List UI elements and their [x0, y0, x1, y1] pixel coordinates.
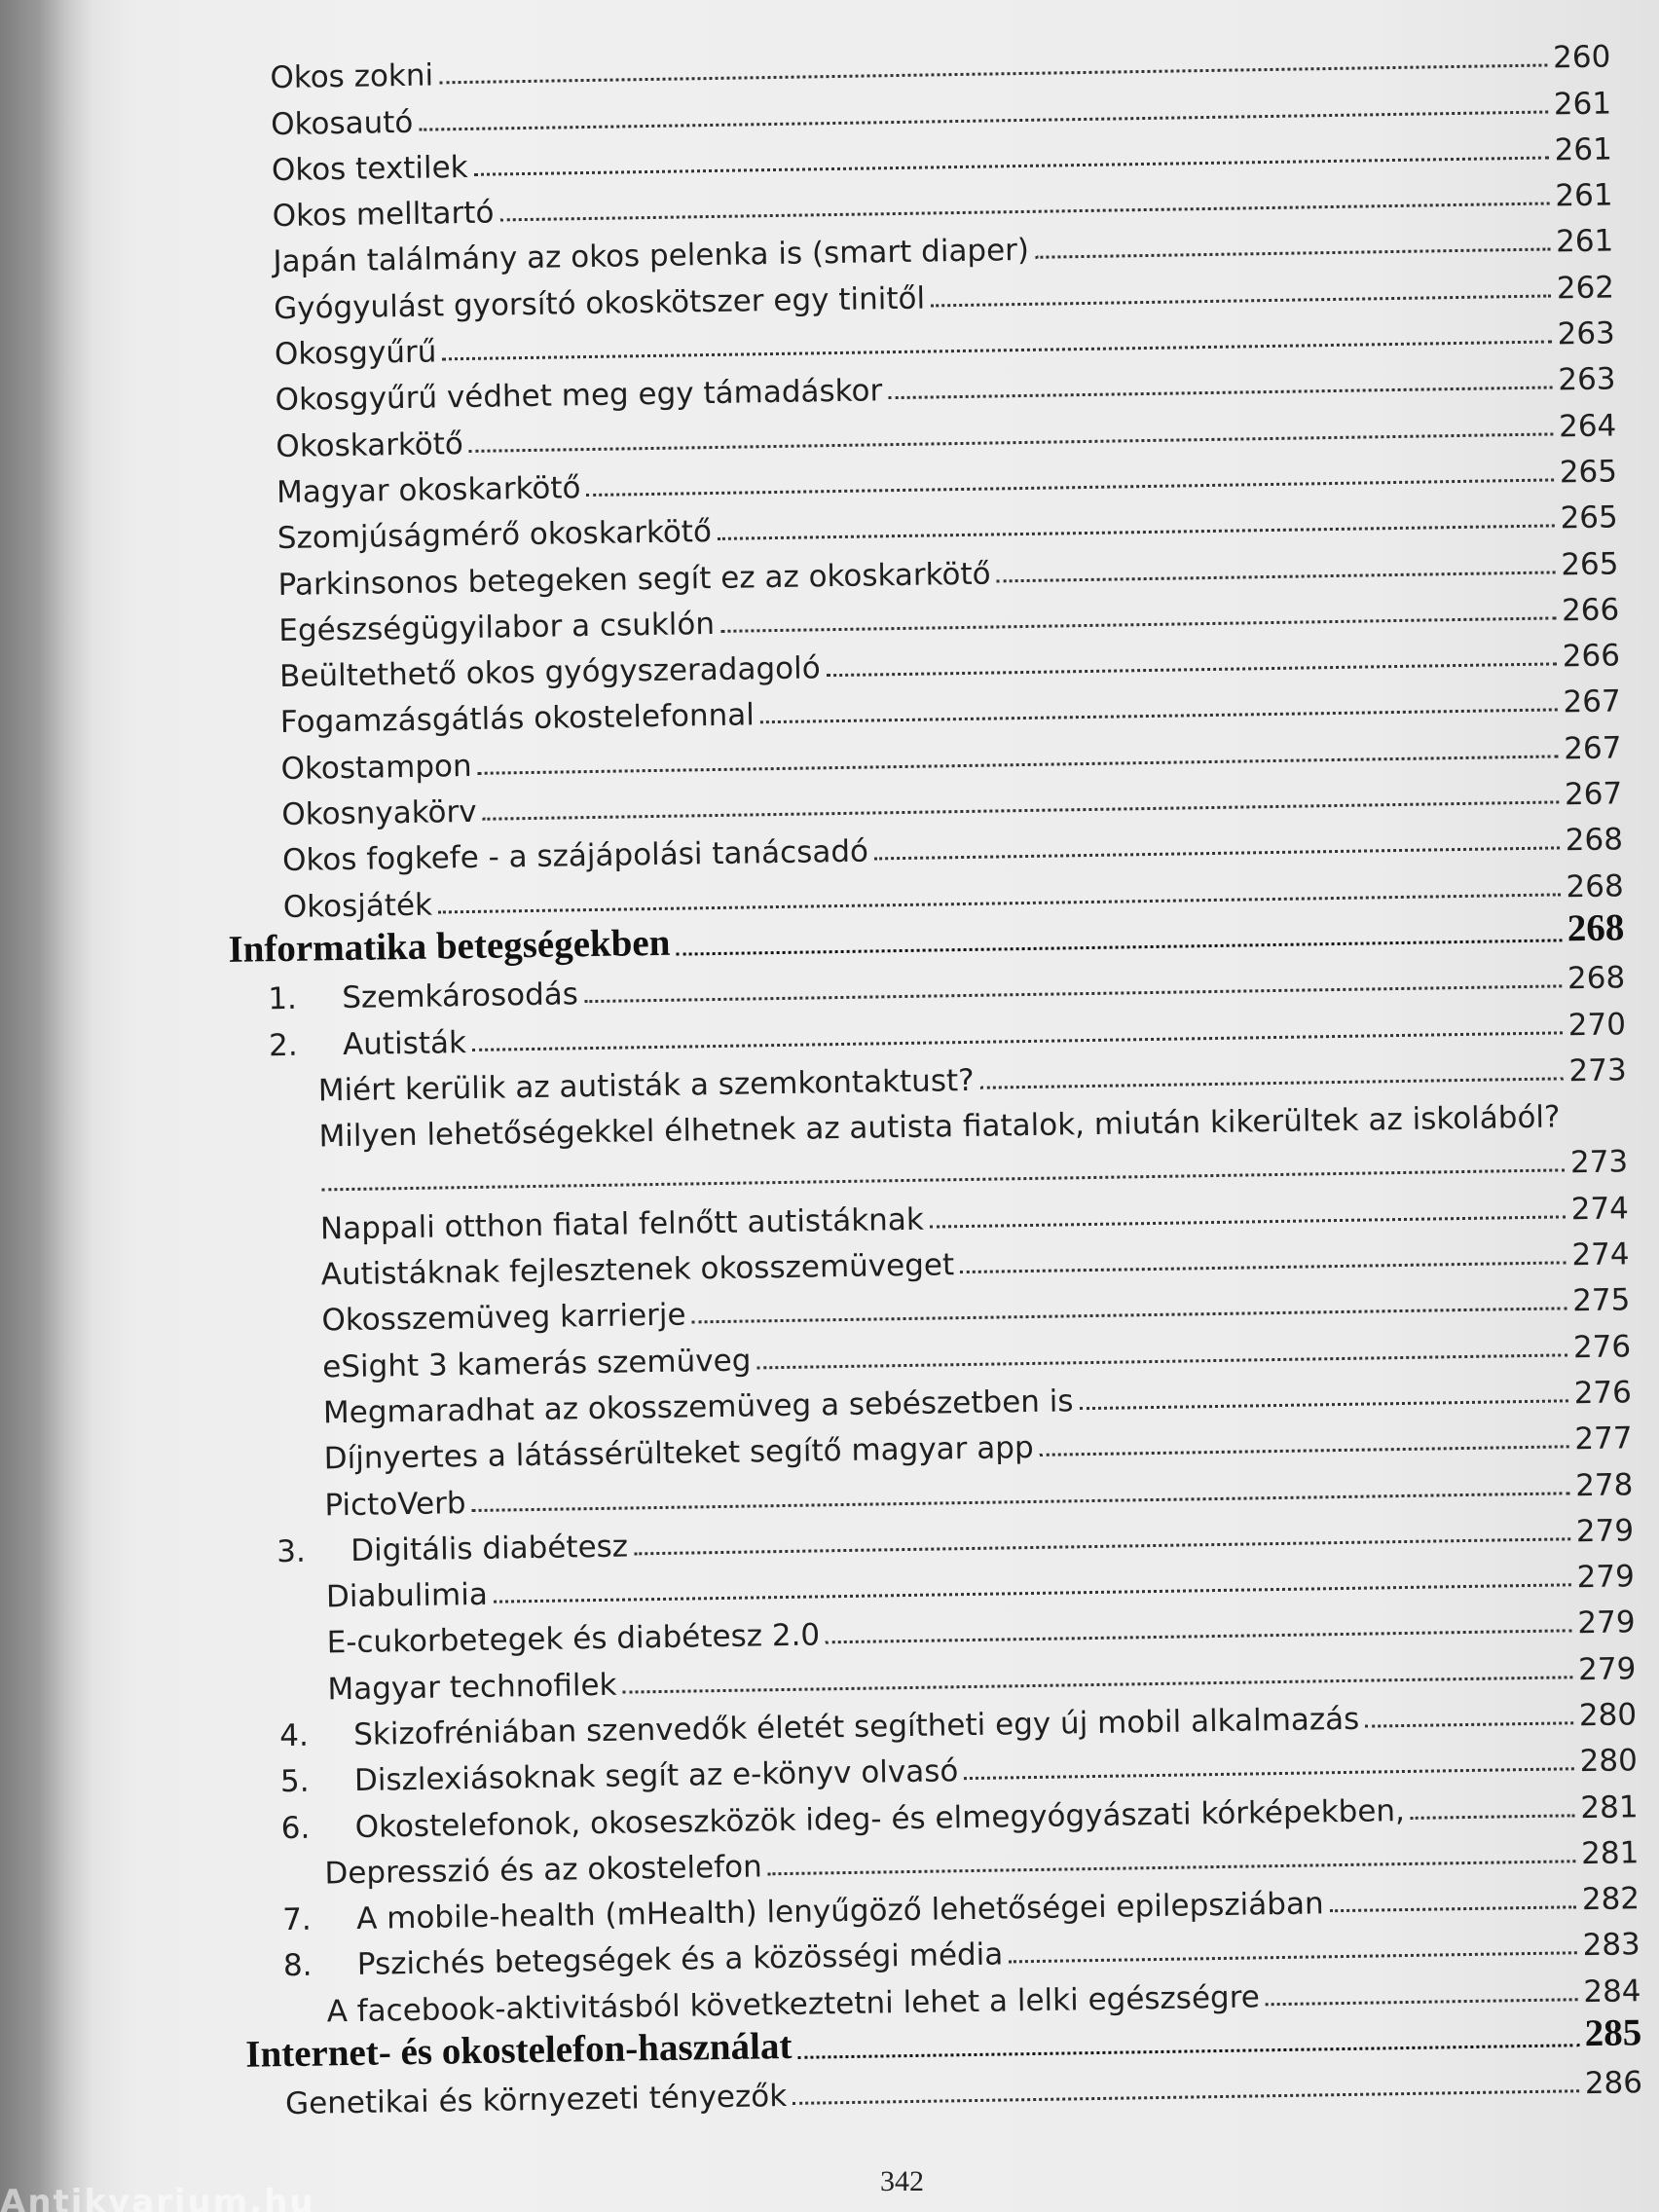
toc-entry-number: 6.: [280, 1810, 311, 1846]
toc-entry-title: Digitális diabétesz: [350, 1529, 629, 1568]
toc-entry-title: Japán találmány az okos pelenka is (smart diaper): [273, 233, 1030, 280]
toc-entry-title: Genetikai és környezeti tényezők: [284, 2079, 788, 2122]
toc-entry-title: Fogamzásgátlás okostelefonnal: [279, 697, 756, 741]
toc-entry-title: Egészségügyilabor a csuklón: [278, 606, 716, 648]
toc-entry-page: 261: [1553, 86, 1612, 122]
toc-chapter-title: Informatika betegségekben: [228, 921, 671, 971]
toc-entry-page: 263: [1557, 315, 1616, 352]
leader-dots: [888, 387, 1552, 400]
toc-entry-page: 266: [1561, 592, 1620, 629]
toc-entry-page: 262: [1556, 270, 1615, 307]
toc-entry-title: A mobile-health (mHealth) lenyűgöző lehetőségei epilepsziában: [355, 1886, 1324, 1937]
leader-dots: [826, 1630, 1571, 1644]
toc-entry-page: 281: [1580, 1788, 1639, 1825]
toc-entry-page: 275: [1571, 1282, 1631, 1319]
toc-entry-title: Milyen lehetőségekkel élhetnek az autista fiatalok, miután kikerültek az iskolából?: [318, 1099, 1561, 1155]
toc-entry-page: 273: [1569, 1144, 1629, 1181]
toc-entry-page: 278: [1574, 1466, 1634, 1503]
watermark-text: Antikvarium.hu: [0, 2183, 315, 2212]
toc-entry-page: 280: [1579, 1743, 1639, 1780]
toc-entry-title: Okosszemüveg karrierje: [321, 1297, 686, 1339]
toc-entry-page: 268: [1566, 868, 1624, 904]
toc-entry-page: 276: [1572, 1328, 1632, 1365]
toc-entry-number: 8.: [282, 1948, 313, 1984]
toc-entry-title: Okostelefonok, okoseszközök ideg- és elmegyógyászati kórképekben,: [354, 1792, 1406, 1845]
toc-entry-page: 273: [1568, 1052, 1627, 1089]
toc-entry-number: 7.: [281, 1901, 313, 1938]
leader-dots: [931, 294, 1551, 307]
toc-entry-title: Okosgyűrű: [274, 334, 437, 373]
toc-entry-page: 266: [1562, 638, 1621, 675]
leader-dots: [1365, 1721, 1573, 1727]
leader-dots: [964, 1768, 1573, 1781]
leader-dots: [1080, 1399, 1568, 1410]
toc-entry-title: Diszlexiásoknak segít az e-könyv olvasó: [353, 1753, 959, 1799]
toc-entry-page: 281: [1580, 1835, 1640, 1872]
toc-entry-page: 261: [1555, 223, 1614, 260]
toc-entry-page: 265: [1561, 545, 1619, 582]
page-number: 342: [880, 2165, 924, 2197]
toc-entry-number: 4.: [278, 1717, 310, 1754]
toc-entry-title: Díjnyertes a látássérülteket segítő magyar app: [323, 1430, 1034, 1477]
toc-entry-title: Pszichés betegségek és a közösségi média: [356, 1936, 1004, 1983]
toc-entry-title: Okoskarkötő: [276, 425, 464, 464]
toc-entry-page: 286: [1584, 2065, 1643, 2102]
leader-dots: [1330, 1905, 1576, 1912]
toc-entry-page: 279: [1576, 1559, 1636, 1596]
toc-entry-title: Megmaradhat az okosszemüveg a sebészetben is: [322, 1383, 1074, 1431]
toc-entry-title: Depresszió és az okostelefon: [324, 1849, 762, 1892]
toc-entry-title: Szemkárosodás: [342, 977, 579, 1016]
toc-entry-page: 260: [1552, 39, 1611, 76]
toc-entry-page: 267: [1564, 776, 1623, 813]
leader-dots: [1266, 1998, 1578, 2006]
toc-entry-title: Nappali otthon fiatal felnőtt autistáknak: [319, 1201, 925, 1247]
toc-entry-title: Okosjáték: [282, 887, 433, 925]
toc-entry-title: Szomjúságmérő okoskarkötő: [276, 514, 713, 557]
toc-entry-title: Okosgyűrű védhet meg egy támadáskor: [275, 373, 883, 419]
toc-entry-page: 268: [1565, 822, 1624, 859]
toc-entry-page: 279: [1577, 1650, 1637, 1687]
leader-dots: [960, 1261, 1566, 1273]
toc-entry-title: Okos fogkefe - a szájápolási tanácsadó: [281, 833, 869, 879]
leader-dots: [793, 2090, 1579, 2106]
toc-entry-title: Okostampon: [280, 748, 472, 787]
toc-entry-number: 1.: [268, 981, 298, 1017]
toc-entry-title: Parkinsonos betegeken segít ez az okoskarkötő: [277, 556, 991, 603]
leader-dots: [1035, 248, 1550, 259]
toc-entry-title: Diabulimia: [325, 1576, 489, 1615]
table-of-contents: [214, 28, 1642, 2122]
leader-dots: [827, 663, 1557, 678]
toc-entry-title: Okos melltartó: [272, 195, 495, 235]
toc-entry-title: Skizofréniában szenvedők életét segítheti egy új mobil alkalmazás: [352, 1701, 1360, 1752]
toc-entry-page: 276: [1573, 1375, 1633, 1412]
toc-chapter-page: 285: [1584, 2011, 1642, 2055]
toc-entry-page: 283: [1582, 1927, 1641, 1964]
leader-dots: [874, 847, 1560, 861]
toc-entry-title: E-cukorbetegek és diabétesz 2.0: [326, 1617, 821, 1661]
toc-entry-title: Okos textilek: [271, 149, 468, 188]
toc-entry-number: 2.: [268, 1027, 298, 1063]
toc-entry-page: 284: [1583, 1972, 1641, 2009]
toc-entry-title: Magyar technofilek: [327, 1667, 617, 1708]
toc-entry-title: Gyógyulást gyorsító okoskötszer egy tinitől: [273, 280, 926, 326]
toc-entry-page: 277: [1574, 1420, 1633, 1457]
leader-dots: [980, 1077, 1564, 1088]
toc-entry-page: 265: [1559, 454, 1618, 491]
toc-entry-page: 268: [1567, 960, 1626, 997]
toc-entry-title: Okosnyakörv: [281, 793, 477, 833]
toc-entry-title: Autisták: [342, 1024, 467, 1062]
leader-dots: [1009, 1952, 1576, 1964]
toc-entry-page: 279: [1575, 1513, 1635, 1550]
toc-entry-page: 261: [1554, 131, 1613, 168]
toc-entry-title: eSight 3 kamerás szemüveg: [321, 1343, 752, 1385]
toc-entry-page: 280: [1578, 1697, 1638, 1734]
toc-entry-number: 5.: [279, 1763, 310, 1800]
toc-entry-page: 263: [1558, 361, 1616, 398]
toc-entry-page: 274: [1570, 1191, 1630, 1227]
leader-dots: [1411, 1814, 1575, 1820]
leader-dots: [930, 1215, 1566, 1228]
toc-entry-page: 261: [1555, 177, 1613, 214]
toc-entry-page: 279: [1577, 1604, 1636, 1641]
toc-entry-title: Beültethető okos gyógyszeradagoló: [278, 650, 821, 695]
toc-chapter-page: 268: [1567, 906, 1625, 950]
toc-entry-title: Okosautó: [270, 104, 414, 142]
toc-entry-title: A facebook-aktivitásból következtetni lehet a lelki egészségre: [326, 1979, 1261, 2030]
toc-entry-page: 267: [1563, 730, 1622, 767]
toc-entry-title: PictoVerb: [324, 1485, 466, 1523]
toc-entry-page: 274: [1571, 1236, 1630, 1273]
toc-entry-title: Magyar okoskarkötő: [276, 470, 581, 511]
toc-entry-page: 270: [1567, 1006, 1627, 1043]
toc-entry-title: Miért kerülik az autisták a szemkontaktust?: [317, 1062, 975, 1109]
toc-entry-page: 265: [1560, 499, 1618, 536]
toc-entry-page: 264: [1558, 408, 1617, 445]
toc-entry-number: 3.: [276, 1533, 307, 1569]
leader-dots: [1040, 1446, 1569, 1457]
toc-entry-title: Okos zokni: [270, 57, 434, 96]
toc-entry-page: 282: [1581, 1881, 1641, 1918]
toc-entry-page: 267: [1563, 683, 1621, 720]
toc-entry-title: Autistáknak fejlesztenek okosszemüveget: [320, 1247, 955, 1293]
leader-dots: [997, 571, 1556, 582]
toc-chapter-title: Internet- és okostelefon-használat: [244, 2024, 793, 2076]
